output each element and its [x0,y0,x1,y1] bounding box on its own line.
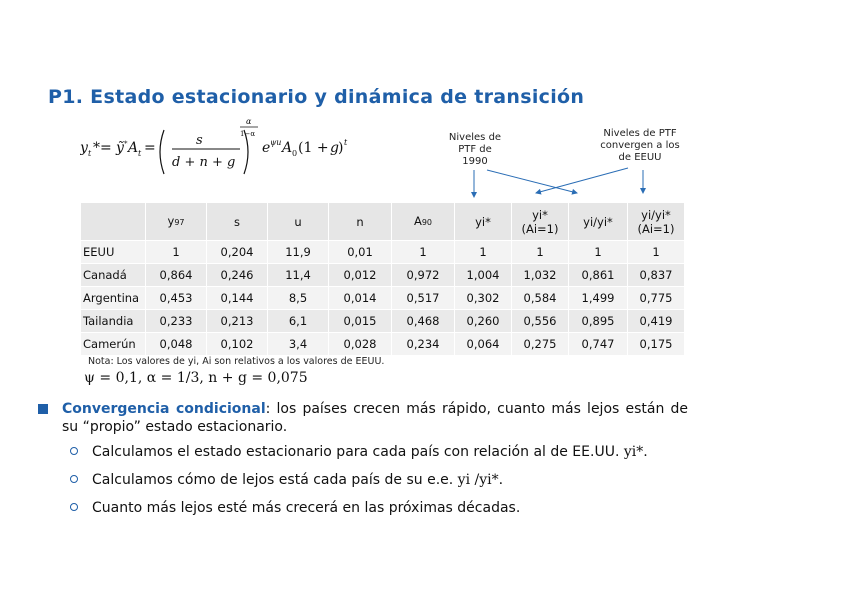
cell: 0,453 [146,287,207,310]
cell: 0,468 [392,310,455,333]
circle-bullet-icon [70,447,78,455]
cell-country: Argentina [81,287,146,310]
steady-state-formula [80,118,380,180]
subbullet-text: Calculamos cómo de lejos está cada país de su e.e. [92,472,454,488]
svg-text:=: = [144,140,156,156]
table-note: Nota: Los valores de yi, Ai son relativos a los valores de EEUU. [88,356,385,367]
svg-text:0: 0 [292,149,298,158]
cell: 0,234 [392,333,455,356]
parameter-values: ψ = 0,1, α = 1/3, n + g = 0,075 [84,370,308,386]
svg-text:1−α: 1−α [240,130,256,138]
cell: 1 [569,241,628,264]
svg-text:α: α [246,118,252,126]
cell: 6,1 [268,310,329,333]
cell-country: Camerún [81,333,146,356]
arrow [487,170,577,193]
column-header-y97: y97 [146,203,207,241]
cell: 0,048 [146,333,207,356]
circle-bullet-icon [70,475,78,483]
svg-text:e: e [262,140,271,156]
callout-line: convergen a los [600,140,680,151]
column-header [81,203,146,241]
cell: 0,837 [628,264,685,287]
cell: 0,775 [628,287,685,310]
cell: 0,01 [329,241,392,264]
svg-text:y: y [80,140,88,156]
table-row [81,287,685,310]
cell: 1,032 [512,264,569,287]
cell: 11,9 [268,241,329,264]
cell: 1 [628,241,685,264]
callout-ptf-eeuu [592,128,688,164]
cell: 0,556 [512,310,569,333]
column-header-yi-star: yi* [455,203,512,241]
cell: 0,584 [512,287,569,310]
cell: 11,4 [268,264,329,287]
cell: 8,5 [268,287,329,310]
subbullet-3 [70,500,520,516]
table-row [81,264,685,287]
table-row [81,333,685,356]
cell: 0,064 [455,333,512,356]
svg-text:g: g [330,140,339,156]
svg-text:s: s [196,133,203,148]
svg-text:t: t [344,138,348,147]
cell: 0,861 [569,264,628,287]
cell: 0,233 [146,310,207,333]
svg-text:): ) [338,140,344,156]
svg-text:A: A [282,140,293,156]
column-header-a90: A90 [392,203,455,241]
bullet-body: : los países crecen más rápido, cuanto más lejos están de su “propio” estado estacionario. [62,401,688,435]
callout-ptf-1990 [442,132,508,168]
cell: 0,102 [207,333,268,356]
column-header-ratio-ai1: yi/yi* (Ai=1) [628,203,685,241]
cell: 0,517 [392,287,455,310]
svg-text:*=: *= [93,140,112,156]
slide-title: P1. Estado estacionario y dinámica de transición [48,86,585,108]
column-header-u: u [268,203,329,241]
cell-country: EEUU [81,241,146,264]
svg-text:(1 +: (1 + [298,140,329,156]
cell-country: Tailandia [81,310,146,333]
cell: 0,015 [329,310,392,333]
table-row [81,241,685,264]
cell: 0,302 [455,287,512,310]
cell: 0,275 [512,333,569,356]
cell: 0,419 [628,310,685,333]
cell: 0,012 [329,264,392,287]
cell: 1 [455,241,512,264]
svg-text:A: A [128,140,139,156]
bullet-text [62,400,688,436]
country-data-table [80,202,685,356]
column-header-yi-star-ai1: yi* (Ai=1) [512,203,569,241]
svg-text:ψu: ψu [270,138,282,147]
svg-text:t: t [138,149,142,158]
bullet-highlight: Convergencia condicional [62,401,266,417]
svg-text:*: * [124,140,128,148]
cell: 0,144 [207,287,268,310]
cell: 0,260 [455,310,512,333]
cell: 0,864 [146,264,207,287]
table-row [81,310,685,333]
cell: 0,204 [207,241,268,264]
callout-line: Niveles de PTF [603,128,677,139]
cell: 0,014 [329,287,392,310]
square-bullet-icon [38,404,48,414]
callout-line: Niveles de [448,132,502,143]
cell: 0,747 [569,333,628,356]
cell: 1 [512,241,569,264]
cell: 0,895 [569,310,628,333]
subbullet-text: Cuanto más lejos esté más crecerá en las próximas décadas. [92,500,521,516]
svg-text:d + n + g: d + n + g [172,155,236,170]
cell: 1,499 [569,287,628,310]
cell: 0,213 [207,310,268,333]
callout-line: PTF de [458,144,492,155]
cell: 0,246 [207,264,268,287]
subbullet-math: yi /yi*. [457,472,504,488]
subbullet-math: yi*. [623,444,648,460]
column-header-s: s [207,203,268,241]
cell: 0,175 [628,333,685,356]
bullet-conditional-convergence [38,400,688,436]
subbullet-text: Calculamos el estado estacionario para cada país con relación al de EE.UU. [92,444,620,460]
cell: 0,028 [329,333,392,356]
svg-text:ỹ: ỹ [116,140,124,156]
column-header-n: n [329,203,392,241]
cell: 1,004 [455,264,512,287]
callout-line: 1990 [462,156,488,167]
cell: 0,972 [392,264,455,287]
callout-line: de EEUU [618,152,662,163]
arrow [536,168,628,193]
cell: 1 [146,241,207,264]
svg-text:t: t [88,149,92,158]
column-header-ratio: yi/yi* [569,203,628,241]
cell-country: Canadá [81,264,146,287]
subbullet-2 [70,472,503,488]
circle-bullet-icon [70,503,78,511]
table-header-row [81,203,685,241]
subbullet-1 [70,444,648,460]
cell: 3,4 [268,333,329,356]
cell: 1 [392,241,455,264]
